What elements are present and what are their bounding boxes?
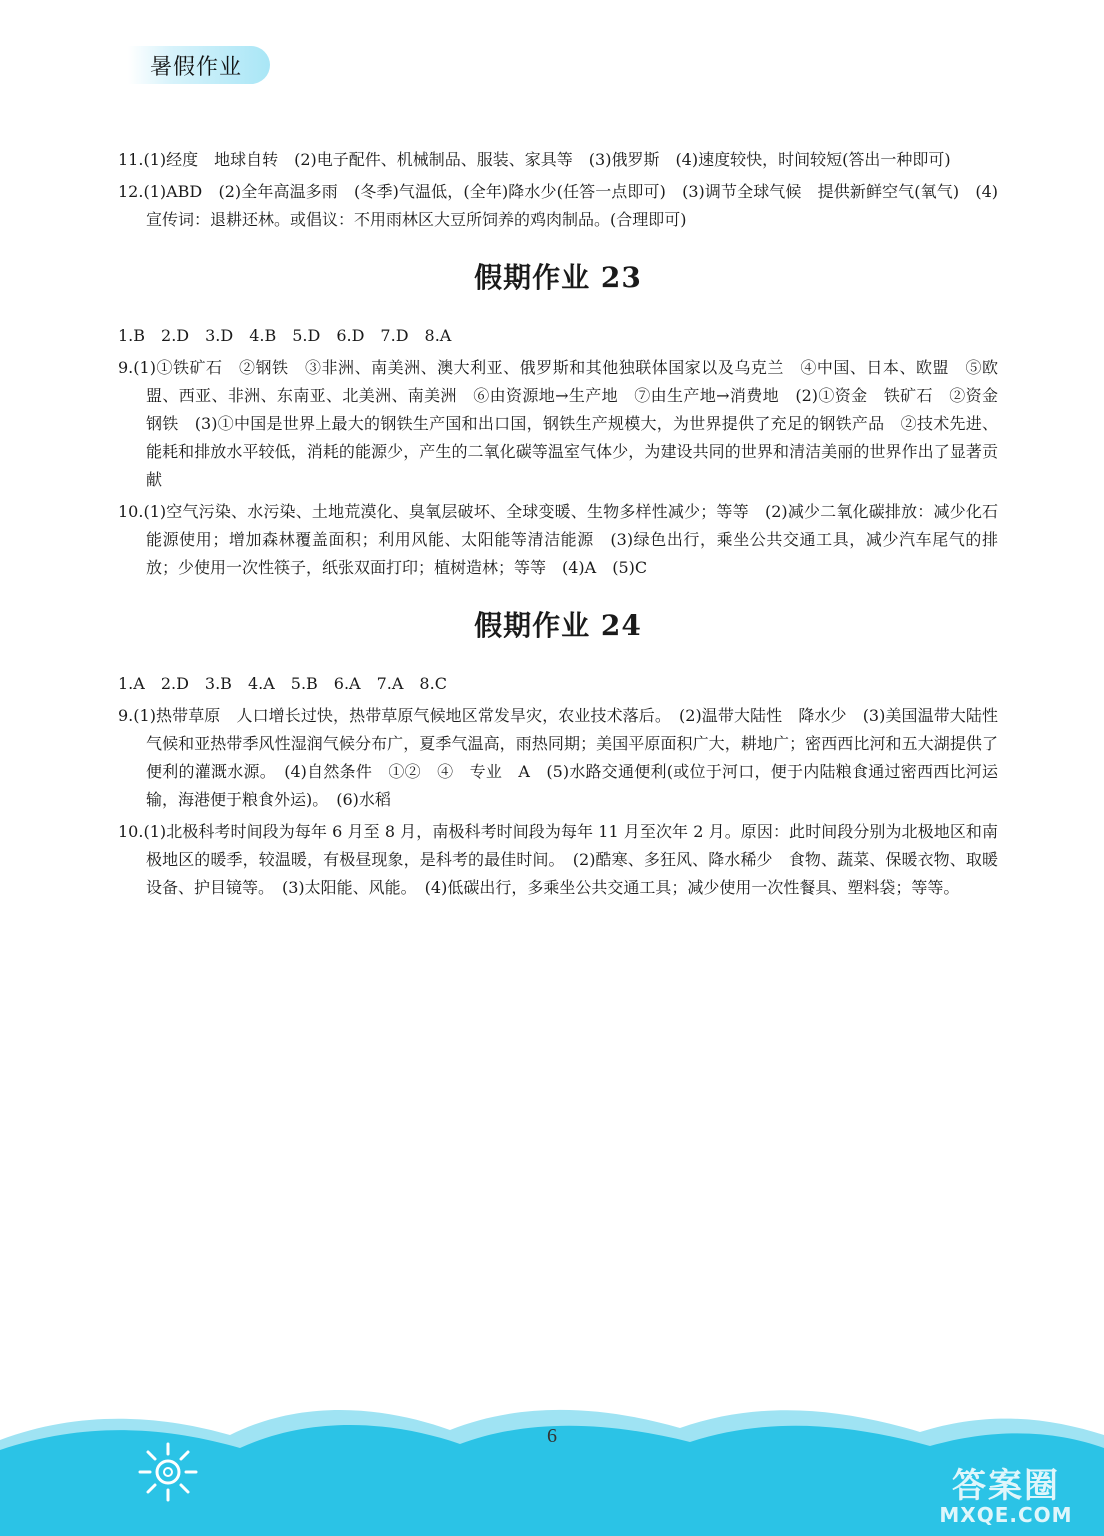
section-homework-23	[118, 256, 1015, 582]
section-homework-24	[118, 604, 998, 902]
watermark-url: MXQE.COM	[939, 1503, 1073, 1527]
watermark	[926, 1468, 1086, 1526]
section-continued	[118, 146, 998, 234]
answer-paragraph: 1.B 2.D 3.D 4.B 5.D 6.D 7.D 8.A	[118, 326, 452, 345]
page-header-title: 暑假作业	[150, 55, 243, 80]
section-heading: 假期作业 23	[474, 261, 642, 294]
answer-content	[118, 146, 1015, 906]
watermark-logo: 答案圈	[952, 1466, 1060, 1506]
small-sun-icon	[1023, 1393, 1057, 1417]
page-number: 6	[547, 1425, 557, 1447]
answer-paragraph: 9.(1)热带草原 人口增长过快，热带草原气候地区常发旱灾，农业技术落后。 (2)温带大陆性 降水少 (3)美国温带大陆性气候和亚热带季风性湿润气候分布广，夏季气温高，雨热同期；美国平原面积广大，耕地广；密西西比河和五大湖提供了便利的灌溉水源。 (4)自然条件 ①② ④ 专业 A (5)水路交通便利(或位于河口，便于内陆粮食通过密西西比河运输，海港便于粮食外运)。 (6)水稻	[118, 706, 998, 809]
answer-paragraph: 9.(1)①铁矿石 ②钢铁 ③非洲、南美洲、澳大利亚、俄罗斯和其他独联体国家以及乌克兰 ④中国、日本、欧盟 ⑤欧盟、西亚、非洲、东南亚、北美洲、南美洲 ⑥由资源地→生产地 ⑦由生产地→消费地 (2)①资金 铁矿石 ②资金 钢铁 (3)①中国是世界上最大的钢铁生产国和出口国，钢铁生产规模大，为世界提供了充足的钢铁产品 ②技术先进、能耗和排放水平较低，消耗的能源少，产生的二氧化碳等温室气体少，为建设共同的世界和清洁美丽的世界作出了显著贡献	[118, 358, 1015, 489]
answer-paragraph: 12.(1)ABD (2)全年高温多雨 (冬季)气温低，(全年)降水少(任答一点即可) (3)调节全球气候 提供新鲜空气(氧气) (4)宣传词：退耕还林。或倡议：不用雨林区大豆所饲养的鸡肉制品。(合理即可)	[118, 182, 998, 229]
answer-paragraph: 10.(1)北极科考时间段为每年 6 月至 8 月，南极科考时间段为每年 11 月至次年 2 月。原因：此时间段分别为北极地区和南极地区的暖季，较温暖，有极昼现象，是科考的最佳时间。 (2)酷寒、多狂风、降水稀少 食物、蔬菜、保暖衣物、取暖设备、护目镜等。 (3)太阳能、风能。 (4)低碳出行，多乘坐公共交通工具；减少使用一次性餐具、塑料袋；等等。	[118, 822, 998, 897]
section-heading: 假期作业 24	[474, 609, 642, 642]
answer-paragraph: 1.A 2.D 3.B 4.A 5.B 6.A 7.A 8.C	[118, 674, 447, 693]
answer-paragraph: 11.(1)经度 地球自转 (2)电子配件、机械制品、服装、家具等 (3)俄罗斯 (4)速度较快，时间较短(答出一种即可)	[118, 150, 951, 169]
answer-paragraph: 10.(1)空气污染、水污染、土地荒漠化、臭氧层破坏、全球变暖、生物多样性减少；等等 (2)减少二氧化碳排放：减少化石能源使用；增加森林覆盖面积；利用风能、太阳能等清洁能源 (3)绿色出行，乘坐公共交通工具，减少汽车尾气的排放；少使用一次性筷子，纸张双面打印；植树造林；等等 (4)A (5)C	[118, 502, 998, 577]
